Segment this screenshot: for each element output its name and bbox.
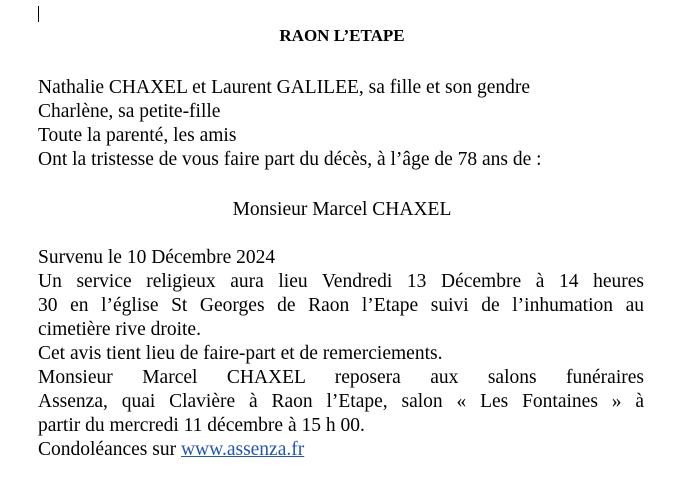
condolences-prefix: Condoléances sur bbox=[38, 439, 177, 460]
funeral-home-line: Assenza, quai Clavière à Raon l’Etape, salon « Les Fontaines » à bbox=[38, 391, 644, 412]
notice-line: Cet avis tient lieu de faire-part et de remerciements. bbox=[38, 343, 443, 364]
condolences-line bbox=[38, 438, 644, 462]
service-line: 30 en l’église St Georges de Raon l’Etape suivi de l’inhumation au bbox=[38, 295, 644, 316]
funeral-home-line: partir du mercredi 11 décembre à 15 h 00. bbox=[38, 415, 365, 436]
date-line: Survenu le 10 Décembre 2024 bbox=[38, 247, 276, 268]
intro-line: Ont la tristesse de vous faire part du décès, à l’âge de 78 ans de : bbox=[38, 149, 542, 170]
funeral-home-line: Monsieur Marcel CHAXEL reposera aux salons funéraires bbox=[38, 367, 644, 388]
condolences-link[interactable]: www.assenza.fr bbox=[180, 439, 305, 460]
text-cursor bbox=[38, 6, 39, 22]
intro-line: Nathalie CHAXEL et Laurent GALILEE, sa fille et son gendre bbox=[38, 77, 531, 98]
intro-line: Toute la parenté, les amis bbox=[38, 125, 237, 146]
announcement-details bbox=[38, 246, 644, 462]
intro-line: Charlène, sa petite-fille bbox=[38, 101, 221, 122]
deceased-name: Monsieur Marcel CHAXEL bbox=[232, 199, 452, 220]
announcement-intro bbox=[38, 76, 644, 172]
service-line: cimetière rive droite. bbox=[38, 319, 201, 340]
page-title: RAON L’ETAPE bbox=[279, 26, 405, 45]
service-line: Un service religieux aura lieu Vendredi 13 Décembre à 14 heures bbox=[38, 271, 644, 292]
